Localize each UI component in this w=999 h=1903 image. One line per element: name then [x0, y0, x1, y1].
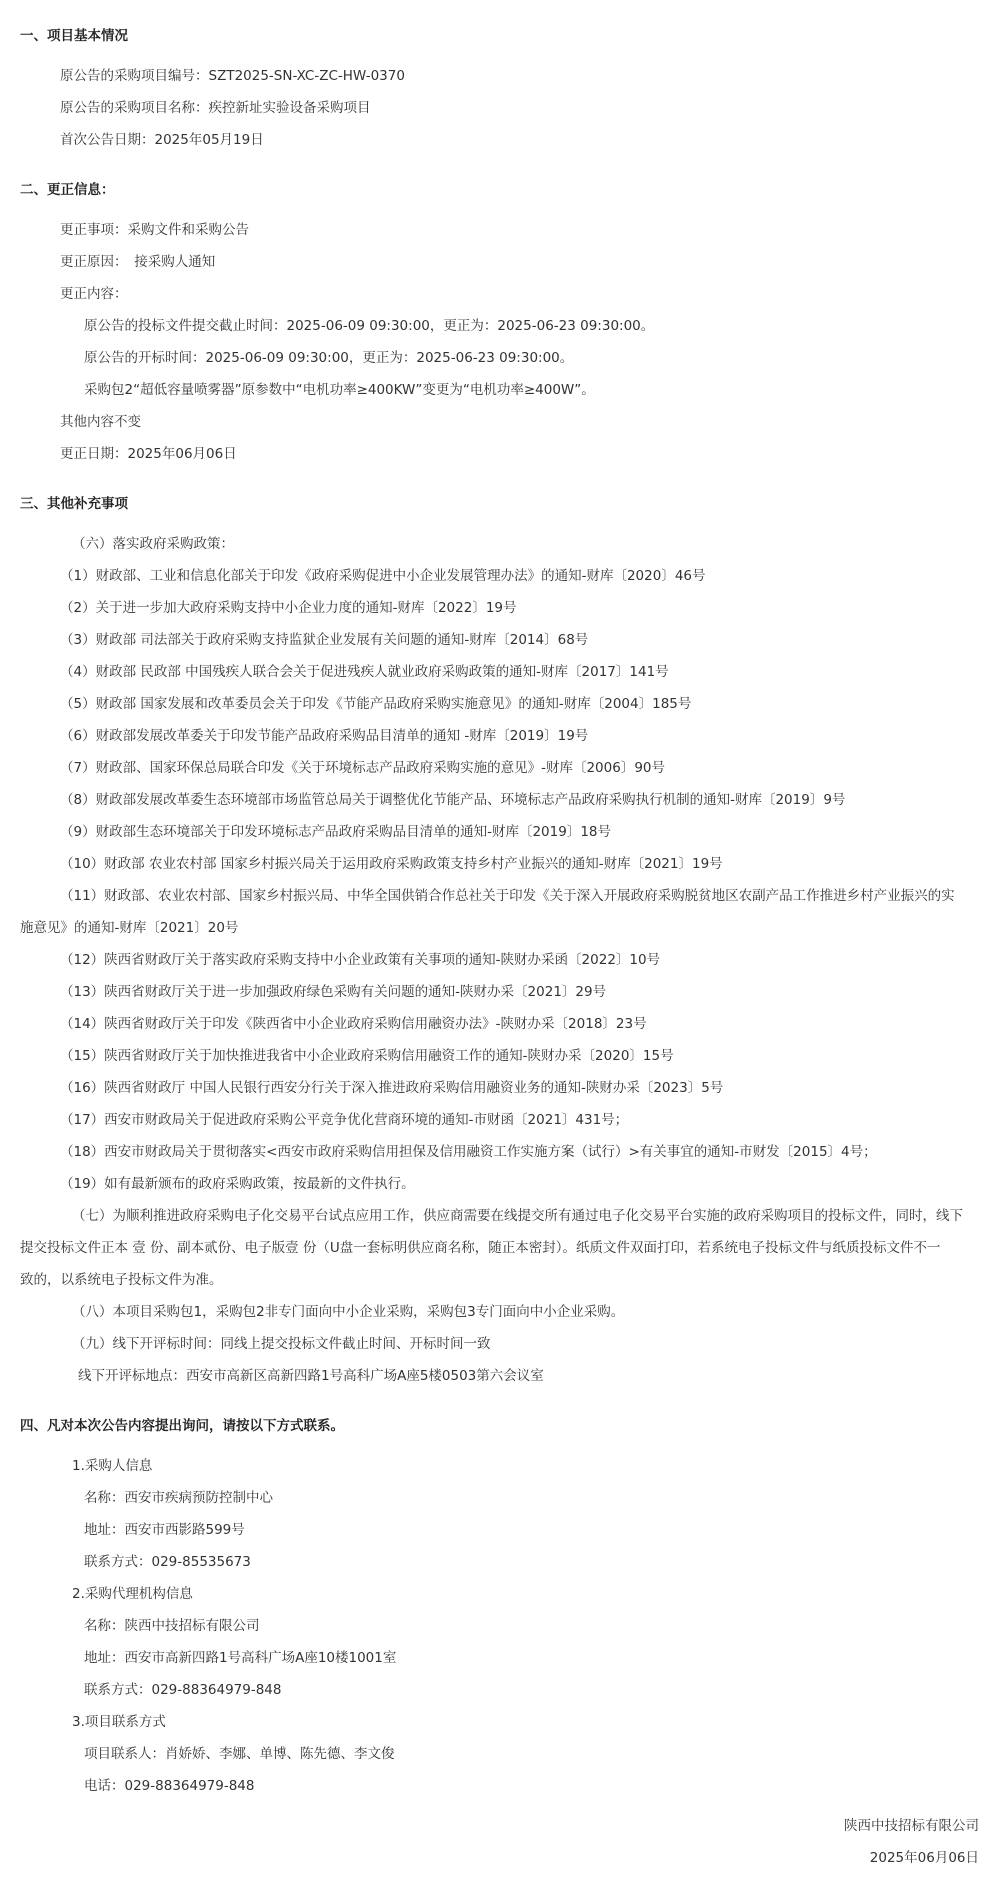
item7-line3: 致的，以系统电子投标文件为准。	[20, 1272, 223, 1288]
correction-content-label: 更正内容：	[60, 286, 128, 302]
policy-item: （17）西安市财政局关于促进政府采购公平竞争优化营商环境的通知-市财函〔2021〕431号；	[60, 1112, 629, 1128]
policy-item: （5）财政部 国家发展和改革委员会关于印发《节能产品政府采购实施意见》的通知-财库〔2004〕185号	[60, 696, 692, 712]
section1-title: 一、项目基本情况	[20, 28, 128, 44]
policy-item: （2）关于进一步加大政府采购支持中小企业力度的通知-财库〔2022〕19号	[60, 600, 517, 616]
item9-time: （九）线下开评标时间：同线上提交投标文件截止时间、开标时间一致	[72, 1336, 491, 1352]
section3-title: 三、其他补充事项	[20, 496, 128, 512]
policy-item: （19）如有最新颁布的政府采购政策，按最新的文件执行。	[60, 1176, 415, 1192]
policy-item: （6）财政部发展改革委关于印发节能产品政府采购品目清单的通知 -财库〔2019〕19号	[60, 728, 589, 744]
policy-item: （16）陕西省财政厅 中国人民银行西安分行关于深入推进政府采购信用融资业务的通知-陕财办采〔2023〕5号	[60, 1080, 724, 1096]
policy-item: （3）财政部 司法部关于政府采购支持监狱企业发展有关问题的通知-财库〔2014〕68号	[60, 632, 589, 648]
purchaser-address: 地址：西安市西影路599号	[84, 1522, 245, 1538]
correction-content-1: 原公告的投标文件提交截止时间：2025-06-09 09:30:00，更正为：2025-06-23 09:30:00。	[84, 318, 655, 334]
footer-date: 2025年06月06日	[869, 1850, 979, 1866]
correction-item: 更正事项：采购文件和采购公告	[60, 222, 249, 238]
policy-item: （10）财政部 农业农村部 国家乡村振兴局关于运用政府采购政策支持乡村产业振兴的通知-财库〔2021〕19号	[60, 856, 723, 872]
policy-item: （15）陕西省财政厅关于加快推进我省中小企业政府采购信用融资工作的通知-陕财办采〔2020〕15号	[60, 1048, 674, 1064]
project-number: 原公告的采购项目编号：SZT2025-SN-XC-ZC-HW-0370	[60, 68, 405, 84]
contact-people: 项目联系人：肖娇娇、李娜、单博、陈先德、李文俊	[84, 1746, 395, 1762]
other-unchanged: 其他内容不变	[60, 414, 141, 430]
policy-item: （8）财政部发展改革委生态环境部市场监管总局关于调整优化节能产品、环境标志产品政府采购执行机制的通知-财库〔2019〕9号	[60, 792, 846, 808]
policy-item-11-line1: （11）财政部、农业农村部、国家乡村振兴局、中华全国供销合作总社关于印发《关于深入开展政府采购脱贫地区农副产品工作推进乡村产业振兴的实	[60, 888, 955, 904]
policy-item: （13）陕西省财政厅关于进一步加强政府绿色采购有关问题的通知-陕财办采〔2021〕29号	[60, 984, 607, 1000]
correction-content-3: 采购包2“超低容量喷雾器”原参数中“电机功率≥400KW”变更为“电机功率≥400W”。	[84, 382, 595, 398]
item8: （八）本项目采购包1，采购包2非专门面向中小企业采购，采购包3专门面向中小企业采购。	[72, 1304, 625, 1320]
correction-content-2: 原公告的开标时间：2025-06-09 09:30:00，更正为：2025-06-23 09:30:00。	[84, 350, 574, 366]
agency-address: 地址：西安市高新四路1号高科广场A座10楼1001室	[84, 1650, 397, 1666]
policy-item: （4）财政部 民政部 中国残疾人联合会关于促进残疾人就业政府采购政策的通知-财库〔2017〕141号	[60, 664, 669, 680]
item7-line2: 提交投标文件正本 壹 份、副本贰份、电子版壹 份（U盘一套标明供应商名称，随正本密封）。纸质文件双面打印，若系统电子投标文件与纸质投标文件不一	[20, 1240, 941, 1256]
policy-item: （1）财政部、工业和信息化部关于印发《政府采购促进中小企业发展管理办法》的通知-财库〔2020〕46号	[60, 568, 706, 584]
section2-title: 二、更正信息：	[20, 182, 115, 198]
policy-item: （18）西安市财政局关于贯彻落实<西安市政府采购信用担保及信用融资工作实施方案（试行）>有关事宜的通知-市财发〔2015〕4号；	[60, 1144, 877, 1160]
agency-heading: 2.采购代理机构信息	[72, 1586, 193, 1602]
correction-date: 更正日期：2025年06月06日	[60, 446, 237, 462]
section4-title: 四、凡对本次公告内容提出询问，请按以下方式联系。	[20, 1418, 344, 1434]
contact-heading: 3.项目联系方式	[72, 1714, 166, 1730]
policy-item: （14）陕西省财政厅关于印发《陕西省中小企业政府采购信用融资办法》-陕财办采〔2018〕23号	[60, 1016, 647, 1032]
footer-company: 陕西中技招标有限公司	[844, 1818, 979, 1834]
item9-location: 线下开评标地点：西安市高新区高新四路1号高科广场A座5楼0503第六会议室	[78, 1368, 544, 1384]
correction-reason: 更正原因： 接采购人通知	[60, 254, 216, 270]
agency-name: 名称：陕西中技招标有限公司	[84, 1618, 260, 1634]
policy-item-11-line2: 施意见》的通知-财库〔2021〕20号	[20, 920, 239, 936]
contact-phone: 电话：029-88364979-848	[84, 1778, 255, 1794]
purchaser-heading: 1.采购人信息	[72, 1458, 153, 1474]
item7-line1: （七）为顺利推进政府采购电子化交易平台试点应用工作，供应商需要在线提交所有通过电子化交易平台实施的政府采购项目的投标文件，同时，线下	[72, 1208, 963, 1224]
policy-item: （12）陕西省财政厅关于落实政府采购支持中小企业政策有关事项的通知-陕财办采函〔2022〕10号	[60, 952, 661, 968]
project-name: 原公告的采购项目名称：疾控新址实验设备采购项目	[60, 100, 371, 116]
policy-item: （9）财政部生态环境部关于印发环境标志产品政府采购品目清单的通知-财库〔2019〕18号	[60, 824, 611, 840]
agency-phone: 联系方式：029-88364979-848	[84, 1682, 282, 1698]
purchaser-phone: 联系方式：029-85535673	[84, 1554, 251, 1570]
purchaser-name: 名称：西安市疾病预防控制中心	[84, 1490, 273, 1506]
policy-heading: （六）落实政府采购政策：	[72, 536, 234, 552]
policy-item: （7）财政部、国家环保总局联合印发《关于环境标志产品政府采购实施的意见》-财库〔2006〕90号	[60, 760, 665, 776]
first-announcement-date: 首次公告日期：2025年05月19日	[60, 132, 264, 148]
